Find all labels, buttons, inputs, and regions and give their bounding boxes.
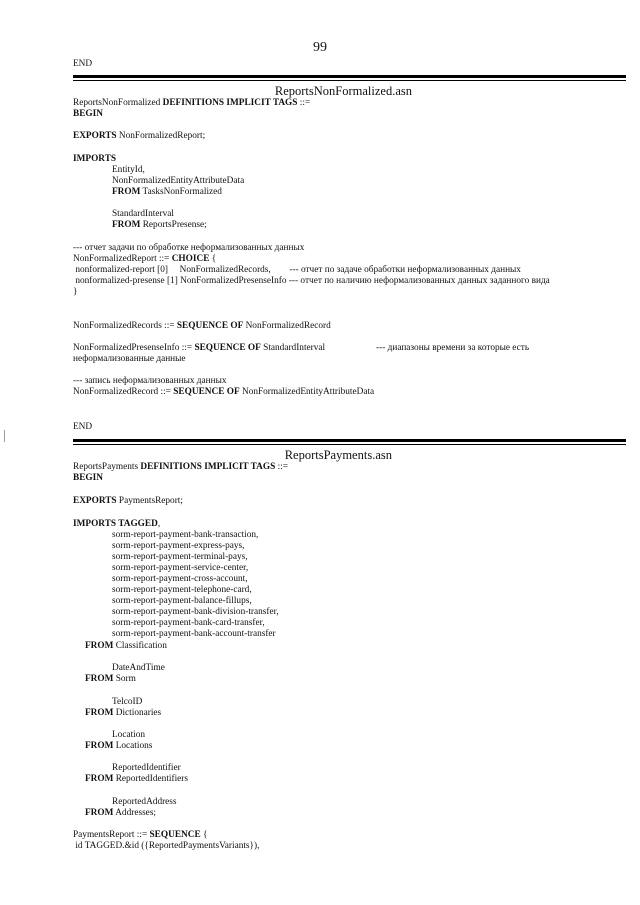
tagged-item: sorm-report-payment-express-pays, <box>112 541 245 551</box>
import-item: StandardInterval <box>112 209 174 219</box>
section-rule <box>73 75 626 78</box>
section-rule <box>73 439 626 442</box>
tagged-item: sorm-report-payment-bank-account-transfer <box>112 629 276 639</box>
import-from: FROM ReportedIdentifiers <box>85 774 189 784</box>
import-item: DateAndTime <box>112 663 165 673</box>
import-from: FROM Locations <box>85 741 153 751</box>
import-from: FROM Classification <box>85 641 167 651</box>
payments-report-definition: PaymentsReport ::= SEQUENCE { <box>73 830 208 840</box>
page-number: 99 <box>313 40 327 55</box>
import-from: FROM Addresses; <box>85 808 157 818</box>
import-item: ReportedAddress <box>112 797 177 807</box>
tagged-item: sorm-report-payment-service-center, <box>112 563 249 573</box>
section-heading-reports-nonformalized: ReportsNonFormalized.asn <box>274 84 412 98</box>
payments-report-field: id TAGGED.&id ({ReportedPaymentsVariants}), <box>73 841 260 851</box>
definitions-line: ReportsNonFormalized DEFINITIONS IMPLICIT TAGS ::= <box>73 98 311 108</box>
import-from: FROM TasksNonFormalized <box>112 187 222 197</box>
imports-tagged-line: IMPORTS TAGGED, <box>73 519 161 529</box>
imports-keyword: IMPORTS <box>73 154 117 164</box>
import-from: FROM ReportsPresense; <box>112 220 207 230</box>
import-from: FROM Dictionaries <box>85 708 162 718</box>
comment-line: --- отчет задачи по обработке неформализованных данных <box>73 243 305 253</box>
comment-line: --- запись неформализованных данных <box>73 376 227 386</box>
definitions-line: ReportsPayments DEFINITIONS IMPLICIT TAGS ::= <box>73 462 288 472</box>
end-keyword: END <box>73 422 93 432</box>
tagged-item: sorm-report-payment-bank-card-transfer, <box>112 618 265 628</box>
tagged-item: sorm-report-payment-balance-fillups, <box>112 596 252 606</box>
presense-comment: --- диапазоны времени за которые есть <box>376 343 530 353</box>
tagged-item: sorm-report-payment-terminal-pays, <box>112 552 248 562</box>
exports-line: EXPORTS NonFormalizedReport; <box>73 131 206 141</box>
presense-comment-cont: неформализованные данные <box>73 354 186 364</box>
tagged-item: sorm-report-payment-bank-transaction, <box>112 530 259 540</box>
tagged-item: sorm-report-payment-bank-division-transfer, <box>112 607 279 617</box>
section-rule-thin <box>73 444 626 445</box>
section-rule-thin <box>73 80 626 81</box>
choice-definition: NonFormalizedReport ::= CHOICE { <box>73 254 217 264</box>
tagged-item: sorm-report-payment-cross-account, <box>112 574 248 584</box>
import-item: NonFormalizedEntityAttributeData <box>112 176 245 186</box>
presense-definition: NonFormalizedPresenseInfo ::= SEQUENCE OF StandardInterval <box>73 343 326 353</box>
begin-keyword: BEGIN <box>73 473 103 483</box>
choice-field: nonformalized-report [0] NonFormalizedRecords, --- отчет по задаче обработки неформализованных данных <box>73 265 521 275</box>
end-keyword: END <box>73 59 93 69</box>
record-definition: NonFormalizedRecord ::= SEQUENCE OF NonFormalizedEntityAttributeData <box>73 387 375 397</box>
exports-line: EXPORTS PaymentsReport; <box>73 496 183 506</box>
import-item: ReportedIdentifier <box>112 763 181 773</box>
tagged-item: sorm-report-payment-telephone-card, <box>112 585 252 595</box>
choice-field: nonformalized-presense [1] NonFormalizedPresenseInfo --- отчет по наличию неформализованных данных заданного вида <box>73 276 550 286</box>
section-heading-reports-payments: ReportsPayments.asn <box>284 448 392 462</box>
begin-keyword: BEGIN <box>73 109 103 119</box>
scan-mark <box>4 430 5 442</box>
closing-brace: } <box>73 287 78 297</box>
import-item: TelcoID <box>112 697 143 707</box>
import-from: FROM Sorm <box>85 674 136 684</box>
records-definition: NonFormalizedRecords ::= SEQUENCE OF NonFormalizedRecord <box>73 321 331 331</box>
import-item: Location <box>112 730 146 740</box>
import-item: EntityId, <box>112 165 145 175</box>
